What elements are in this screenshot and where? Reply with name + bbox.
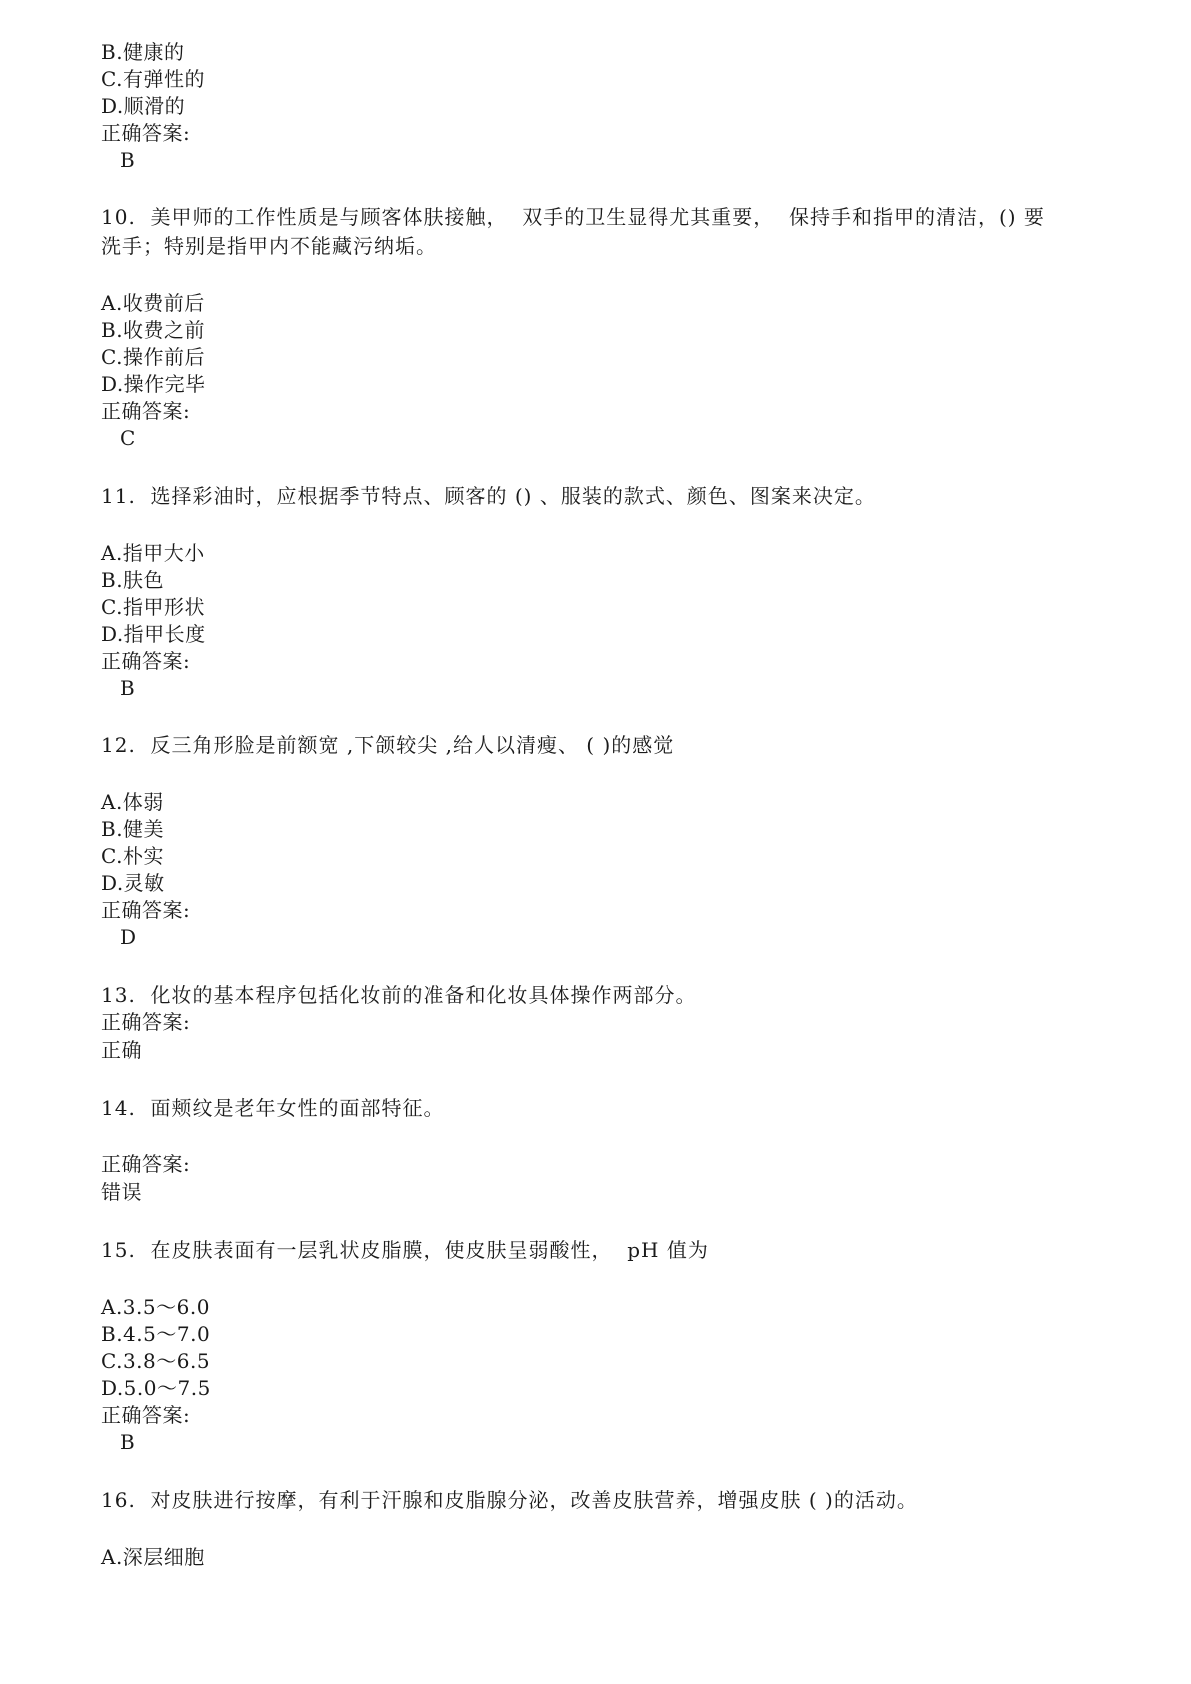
q9-option-c: C.有弹性的 <box>101 67 205 91</box>
q15-answer: B <box>120 1430 136 1454</box>
q15-answer-label: 正确答案: <box>101 1403 191 1427</box>
q15-option-c: C.3.8～6.5 <box>101 1349 211 1373</box>
q12-option-c: C.朴实 <box>101 844 164 868</box>
q16-option-a: A.深层细胞 <box>101 1545 205 1569</box>
q11-option-a: A.指甲大小 <box>101 541 205 565</box>
q9-answer-label: 正确答案: <box>101 121 191 145</box>
q13-answer: 正确 <box>101 1038 142 1062</box>
q11-option-b: B.肤色 <box>101 568 165 592</box>
q14-answer: 错误 <box>101 1180 142 1204</box>
q12-stem: 12. 反三角形脸是前额宽 ,下颌较尖 ,给人以清瘦、 ( )的感觉 <box>101 733 675 757</box>
q10-stem-line2: 洗手；特别是指甲内不能藏污纳垢。 <box>101 234 437 258</box>
q12-option-b: B.健美 <box>101 817 165 841</box>
q15-option-d: D.5.0～7.5 <box>101 1376 211 1400</box>
q9-answer: B <box>120 148 136 172</box>
q15-stem: 15. 在皮肤表面有一层乳状皮脂膜，使皮肤呈弱酸性， pH 值为 <box>101 1238 709 1262</box>
q11-answer-label: 正确答案: <box>101 649 191 673</box>
q11-option-c: C.指甲形状 <box>101 595 205 619</box>
q11-stem: 11. 选择彩油时，应根据季节特点、顾客的 () 、服装的款式、颜色、图案来决定。 <box>101 484 876 508</box>
q15-option-a: A.3.5～6.0 <box>101 1295 210 1319</box>
q15-option-b: B.4.5～7.0 <box>101 1322 211 1346</box>
q9-option-d: D.顺滑的 <box>101 94 186 118</box>
q12-answer-label: 正确答案: <box>101 898 191 922</box>
q12-option-a: A.体弱 <box>101 790 164 814</box>
q10-stem-line1: 10. 美甲师的工作性质是与顾客体肤接触， 双手的卫生显得尤其重要， 保持手和指甲的清洁，() 要 <box>101 205 1045 229</box>
q9-option-b: B.健康的 <box>101 40 185 64</box>
q16-stem: 16. 对皮肤进行按摩，有利于汗腺和皮脂腺分泌，改善皮肤营养，增强皮肤 ( )的活动。 <box>101 1488 918 1512</box>
q10-answer: C <box>120 426 136 450</box>
q12-option-d: D.灵敏 <box>101 871 165 895</box>
q10-answer-label: 正确答案: <box>101 399 191 423</box>
q11-option-d: D.指甲长度 <box>101 622 206 646</box>
q11-answer: B <box>120 676 136 700</box>
q12-answer: D <box>120 925 137 949</box>
q10-option-c: C.操作前后 <box>101 345 205 369</box>
q14-answer-label: 正确答案: <box>101 1152 191 1176</box>
q10-option-b: B.收费之前 <box>101 318 206 342</box>
q14-stem: 14. 面颊纹是老年女性的面部特征。 <box>101 1096 445 1120</box>
q10-option-d: D.操作完毕 <box>101 372 206 396</box>
q10-option-a: A.收费前后 <box>101 291 205 315</box>
q13-answer-label: 正确答案: <box>101 1010 191 1034</box>
q13-stem: 13. 化妆的基本程序包括化妆前的准备和化妆具体操作两部分。 <box>101 983 697 1007</box>
